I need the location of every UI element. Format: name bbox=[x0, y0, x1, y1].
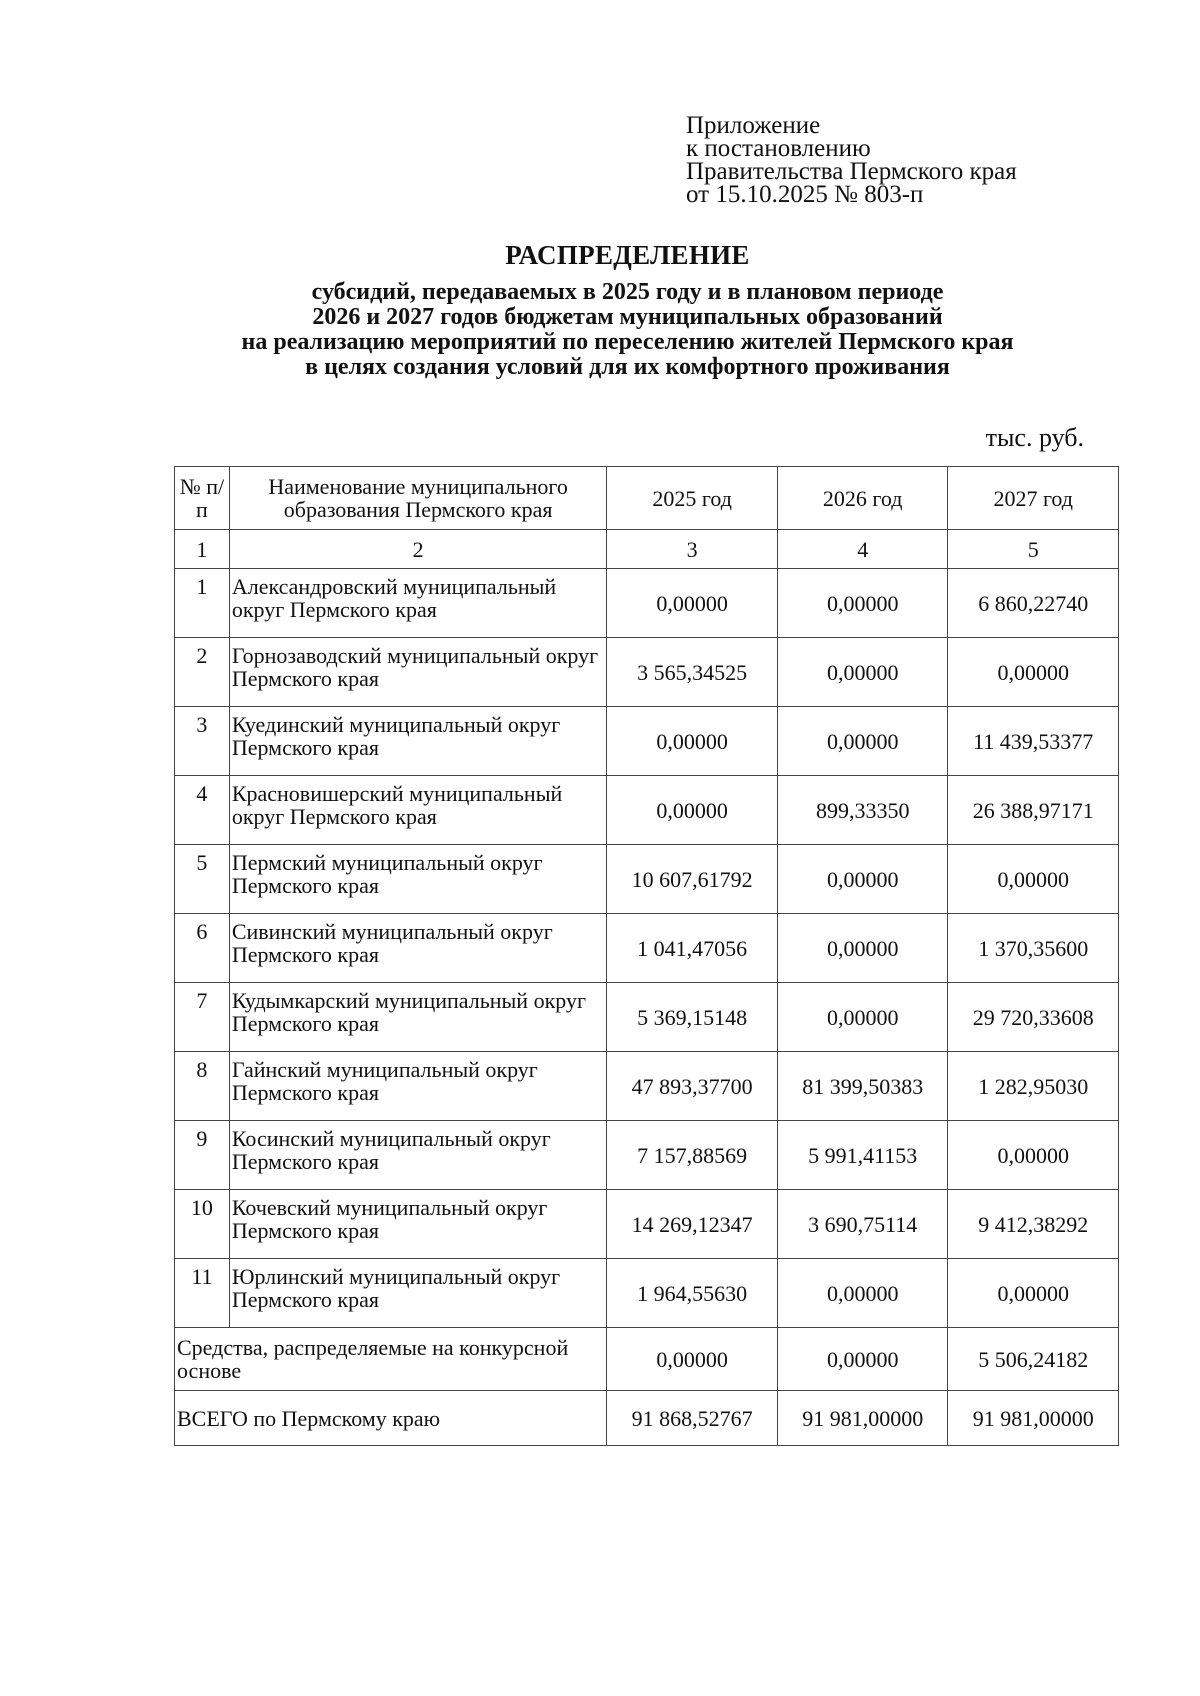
value-2026: 5 991,41153 bbox=[777, 1121, 948, 1190]
header-2026: 2026 год bbox=[777, 467, 948, 530]
subtitle-line: на реализацию мероприятий по переселению жителей Пермского края bbox=[241, 329, 1014, 355]
municipality-name: Гайнский муниципальный округ Пермского края bbox=[229, 1052, 607, 1121]
appendix-line: Приложение bbox=[686, 112, 821, 139]
document-subtitle bbox=[0, 280, 1200, 380]
total-row-value-2026: 91 981,00000 bbox=[777, 1391, 948, 1446]
total-row-label: ВСЕГО по Пермскому краю bbox=[175, 1391, 607, 1446]
municipality-name: Сивинский муниципальный округ Пермского края bbox=[229, 914, 607, 983]
value-2025: 3 565,34525 bbox=[607, 638, 778, 707]
value-2027: 29 720,33608 bbox=[948, 983, 1119, 1052]
municipality-name: Горнозаводский муниципальный округ Пермского края bbox=[229, 638, 607, 707]
value-2025: 5 369,15148 bbox=[607, 983, 778, 1052]
column-index: 2 bbox=[229, 530, 607, 569]
row-number: 10 bbox=[175, 1190, 230, 1259]
row-number: 6 bbox=[175, 914, 230, 983]
header-num: № п/п bbox=[175, 467, 230, 530]
column-index: 3 bbox=[607, 530, 778, 569]
table-row bbox=[175, 845, 1119, 914]
column-index: 5 bbox=[948, 530, 1119, 569]
header-2027: 2027 год bbox=[948, 467, 1119, 530]
value-2026: 0,00000 bbox=[777, 914, 948, 983]
row-number: 1 bbox=[175, 569, 230, 638]
value-2027: 9 412,38292 bbox=[948, 1190, 1119, 1259]
value-2025: 0,00000 bbox=[607, 707, 778, 776]
municipality-name: Кочевский муниципальный округ Пермского края bbox=[229, 1190, 607, 1259]
value-2026: 0,00000 bbox=[777, 569, 948, 638]
value-2027: 26 388,97171 bbox=[948, 776, 1119, 845]
value-2025: 7 157,88569 bbox=[607, 1121, 778, 1190]
municipality-name: Александровский муниципальный округ Пермского края bbox=[229, 569, 607, 638]
appendix-note bbox=[686, 114, 1017, 206]
value-2027: 1 282,95030 bbox=[948, 1052, 1119, 1121]
value-2026: 3 690,75114 bbox=[777, 1190, 948, 1259]
municipality-name: Кудымкарский муниципальный округ Пермского края bbox=[229, 983, 607, 1052]
table-row bbox=[175, 776, 1119, 845]
header-2025: 2025 год bbox=[607, 467, 778, 530]
value-2025: 1 964,55630 bbox=[607, 1259, 778, 1328]
value-2027: 11 439,53377 bbox=[948, 707, 1119, 776]
value-2026: 0,00000 bbox=[777, 845, 948, 914]
value-2026: 899,33350 bbox=[777, 776, 948, 845]
appendix-line: Правительства Пермского края bbox=[686, 158, 1017, 185]
municipality-name: Косинский муниципальный округ Пермского края bbox=[229, 1121, 607, 1190]
table-row bbox=[175, 1052, 1119, 1121]
column-index: 4 bbox=[777, 530, 948, 569]
total-row-value-2025: 91 868,52767 bbox=[607, 1391, 778, 1446]
table-row bbox=[175, 1190, 1119, 1259]
value-2025: 14 269,12347 bbox=[607, 1190, 778, 1259]
value-2026: 0,00000 bbox=[777, 638, 948, 707]
table-row bbox=[175, 1259, 1119, 1328]
table-row bbox=[175, 569, 1119, 638]
table-header-row bbox=[175, 467, 1119, 530]
appendix-line: от 15.10.2025 № 803-п bbox=[686, 181, 924, 208]
row-number: 4 bbox=[175, 776, 230, 845]
value-2027: 0,00000 bbox=[948, 1259, 1119, 1328]
value-2027: 6 860,22740 bbox=[948, 569, 1119, 638]
total-row bbox=[175, 1391, 1119, 1446]
row-number: 2 bbox=[175, 638, 230, 707]
competitive-row-label: Средства, распределяемые на конкурсной основе bbox=[175, 1328, 607, 1391]
column-index: 1 bbox=[175, 530, 230, 569]
table-row bbox=[175, 638, 1119, 707]
table-row bbox=[175, 707, 1119, 776]
municipality-name: Пермский муниципальный округ Пермского края bbox=[229, 845, 607, 914]
value-2026: 0,00000 bbox=[777, 983, 948, 1052]
competitive-row-value-2026: 0,00000 bbox=[777, 1328, 948, 1391]
value-2027: 1 370,35600 bbox=[948, 914, 1119, 983]
value-2025: 0,00000 bbox=[607, 569, 778, 638]
total-row-value-2027: 91 981,00000 bbox=[948, 1391, 1119, 1446]
row-number: 11 bbox=[175, 1259, 230, 1328]
competitive-row bbox=[175, 1328, 1119, 1391]
value-2026: 81 399,50383 bbox=[777, 1052, 948, 1121]
value-2027: 0,00000 bbox=[948, 638, 1119, 707]
appendix-line: к постановлению bbox=[686, 135, 871, 162]
value-2025: 0,00000 bbox=[607, 776, 778, 845]
row-number: 7 bbox=[175, 983, 230, 1052]
value-2027: 0,00000 bbox=[948, 1121, 1119, 1190]
value-2025: 1 041,47056 bbox=[607, 914, 778, 983]
document-title: РАСПРЕДЕЛЕНИЕ bbox=[505, 240, 750, 270]
value-2026: 0,00000 bbox=[777, 707, 948, 776]
units-label: тыс. руб. bbox=[985, 423, 1084, 452]
competitive-row-value-2025: 0,00000 bbox=[607, 1328, 778, 1391]
value-2026: 0,00000 bbox=[777, 1259, 948, 1328]
municipality-name: Юрлинский муниципальный округ Пермского края bbox=[229, 1259, 607, 1328]
row-number: 5 bbox=[175, 845, 230, 914]
subtitle-line: в целях создания условий для их комфортного проживания bbox=[305, 354, 950, 380]
municipality-name: Куединский муниципальный округ Пермского края bbox=[229, 707, 607, 776]
row-number: 9 bbox=[175, 1121, 230, 1190]
row-number: 3 bbox=[175, 707, 230, 776]
subsidy-table bbox=[174, 466, 1119, 1446]
competitive-row-value-2027: 5 506,24182 bbox=[948, 1328, 1119, 1391]
header-name: Наименование муниципального образования Пермского края bbox=[229, 467, 607, 530]
row-number: 8 bbox=[175, 1052, 230, 1121]
table-row bbox=[175, 1121, 1119, 1190]
column-index-row bbox=[175, 530, 1119, 569]
municipality-name: Красновишерский муниципальный округ Пермского края bbox=[229, 776, 607, 845]
value-2027: 0,00000 bbox=[948, 845, 1119, 914]
table-row bbox=[175, 914, 1119, 983]
value-2025: 47 893,37700 bbox=[607, 1052, 778, 1121]
value-2025: 10 607,61792 bbox=[607, 845, 778, 914]
subtitle-line: 2026 и 2027 годов бюджетам муниципальных образований bbox=[312, 304, 943, 330]
table-row bbox=[175, 983, 1119, 1052]
subtitle-line: субсидий, передаваемых в 2025 году и в плановом периоде bbox=[311, 279, 944, 305]
